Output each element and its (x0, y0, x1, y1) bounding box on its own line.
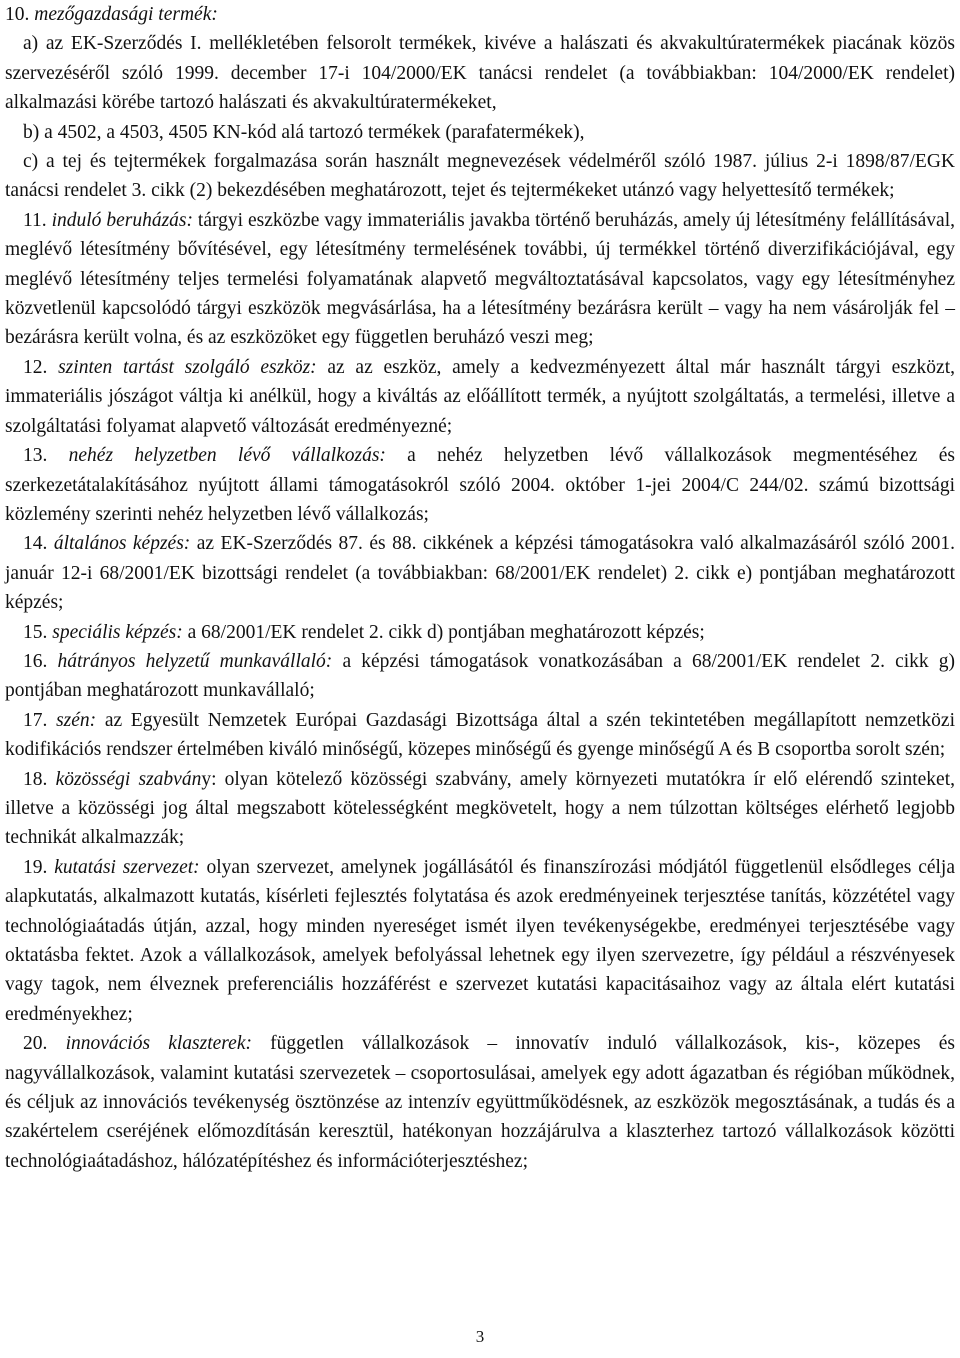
item-14 (5, 529, 955, 617)
item-18-number: 18. (23, 768, 48, 790)
item-19-term: kutatási szervezet: (54, 856, 200, 878)
item-17-term: szén: (56, 709, 97, 731)
item-10-number: 10. (5, 4, 30, 25)
item-12-number: 12. (23, 356, 48, 378)
document-body (5, 0, 955, 1176)
item-18 (5, 765, 955, 853)
item-14-term: általános képzés: (53, 533, 191, 555)
item-11 (5, 206, 955, 353)
item-15 (5, 618, 955, 647)
item-20-number: 20. (23, 1033, 48, 1055)
item-12-term: szinten tartást szolgáló eszköz: (58, 356, 317, 378)
item-19-number: 19. (23, 856, 48, 878)
item-17-number: 17. (23, 709, 48, 731)
item-18-term-tail: y (201, 768, 212, 790)
item-15-number: 15. (23, 621, 48, 643)
item-13-number: 13. (23, 445, 48, 467)
item-17 (5, 706, 955, 765)
item-10-c: c) a tej és tejtermékek forgalmazása során használt megnevezések védelméről szóló 1987. július 2-i 1898/87/EGK tanácsi rendelet 3. cikk (2) bekezdésében meghatározott, tejet és tejtermékeket utánzó vagy helyettesítő termékek; (5, 151, 955, 202)
item-14-text: az EK-Szerződés 87. és 88. cikkének a képzési támogatásokra való alkalmazásáról szóló 2001. január 12-i 68/2001/EK bizottsági rendelet (a továbbiakban: 68/2001/EK rendelet) 2. cikk e) pontjában meghatározott képzés; (5, 533, 955, 614)
item-12 (5, 353, 955, 441)
item-10-b: b) a 4502, a 4503, 4505 KN-kód alá tartozó termékek (parafatermékek), (23, 121, 585, 143)
item-18-text: : olyan kötelező közösségi szabvány, amely környezeti mutatókra ír elő elérendő szinteket, illetve a közösségi jog által megszabott kötelességként megkövetelt, hogy a nem túlzottan költséges elérhető legjobb technikát alkalmazzák; (5, 768, 955, 849)
item-15-term: speciális képzés: (52, 621, 183, 643)
item-16 (5, 647, 955, 706)
item-20 (5, 1029, 955, 1176)
item-16-text: a képzési támogatások vonatkozásában a 68/2001/EK rendelet 2. cikk g) pontjában meghatározott munkavállaló; (5, 650, 956, 702)
item-10-term: mezőgazdasági termék: (34, 4, 218, 25)
item-11-text: tárgyi eszközbe vagy immateriális javakba történő beruházás, amely új létesítmény felállításával, meglévő létesítmény bővítésével, egy létesítmény termelésének további, új termékkel történő diverzifikációjával, egy meglévő létesítmény teljes termelési folyamatának alapvető megváltoztatásával kapcsolatos, vagy egy létesítményhez közvetlenül kapcsolódó tárgyi eszközök megvásárlása, ha a létesítmény bezárásra került – vagy ha nem vásárolják fel – bezárásra került volna, és az eszközöket egy független beruházó veszi meg; (5, 209, 955, 349)
item-12-text: az az eszköz, amely a kedvezményezett által már használt tárgyi eszközt, immateriális jószágot váltja ki anélkül, hogy a kiváltás az előállított termék, a nyújtott szolgáltatás, a termelési, illetve a szolgáltatási folyamat alapvető változását eredményezné; (5, 356, 956, 437)
page-number: 3 (475, 1327, 485, 1346)
item-19-text: olyan szervezet, amelynek jogállásától és finanszírozási módjától függetlenül elsődleges célja alapkutatás, alkalmazott kutatás, kísérleti fejlesztés folytatása és azok eredményeinek terjesztése tanítás, közzététel vagy technológiaátadás útján, azzal, hogy minden nyereséget ismét ilyen tevékenységekbe, eredményei terjesztésébe vagy oktatásba fektet. Azok a vállalkozások, amelyek befolyással lehetnek egy ilyen szervezetre, így például a részvényesek vagy tagok, nem élveznek preferenciális hozzáférést e szervezet kutatási kapacitásaihoz vagy az általa elért kutatási eredményekhez; (5, 856, 956, 1025)
item-19 (5, 853, 955, 1029)
item-13 (5, 441, 955, 529)
item-20-text: független vállalkozások – innovatív induló vállalkozások, kis-, közepes és nagyvállalkozások, valamint kutatási szervezetek – csoportosulásai, amelyek egy adott ágazatban és régióban működnek, és céljuk az innovációs tevékenység ösztönzése az intenzív együttműködésnek, az eszközök megosztásának, a tudás és a szakértelem cseréjének előmozdításán keresztül, hatékonyan hozzájárulva a klaszterhez tartozó vállalkozások közötti technológiaátadáshoz, hálózatépítéshez és információterjesztéshez; (5, 1033, 956, 1172)
item-11-term: induló beruházás: (51, 209, 193, 231)
item-13-text: a nehéz helyzetben lévő vállalkozások megmentéséhez és szerkezetátalakításához nyújtott állami támogatásokról szóló 2004. október 1-jei 2004/C 244/02. számú bizottsági közlemény szerinti nehéz helyzetben lévő vállalkozás; (5, 445, 955, 525)
item-18-term: közösségi szabván (55, 768, 202, 790)
item-16-term: hátrányos helyzetű munkavállaló: (57, 650, 333, 672)
item-17-text: az Egyesült Nemzetek Európai Gazdasági Bizottsága által a szén tekintetében megállapított nemzetközi kodifikációs rendszer értelmében kiváló minőségű, közepes minőségű és gyenge minőségű A és B csoportba sorolt szén; (5, 709, 956, 761)
item-13-term: nehéz helyzetben lévő vállalkozás: (68, 445, 386, 467)
item-11-number: 11. (23, 209, 47, 231)
item-10-heading (5, 0, 955, 29)
item-14-number: 14. (23, 533, 48, 555)
item-16-number: 16. (23, 650, 48, 672)
item-15-text: a 68/2001/EK rendelet 2. cikk d) pontjában meghatározott képzés; (182, 621, 705, 643)
item-10-a: a) az EK-Szerződés I. mellékletében felsorolt termékek, kivéve a halászati és akvakultúratermékek piacának közös szervezéséről szóló 1999. december 17-i 104/2000/EK tanácsi rendelet (a továbbiakban: 104/2000/EK rendelet) alkalmazási körébe tartozó halászati és akvakultúratermékeket, (5, 33, 955, 114)
item-20-term: innovációs klaszterek: (65, 1033, 252, 1055)
